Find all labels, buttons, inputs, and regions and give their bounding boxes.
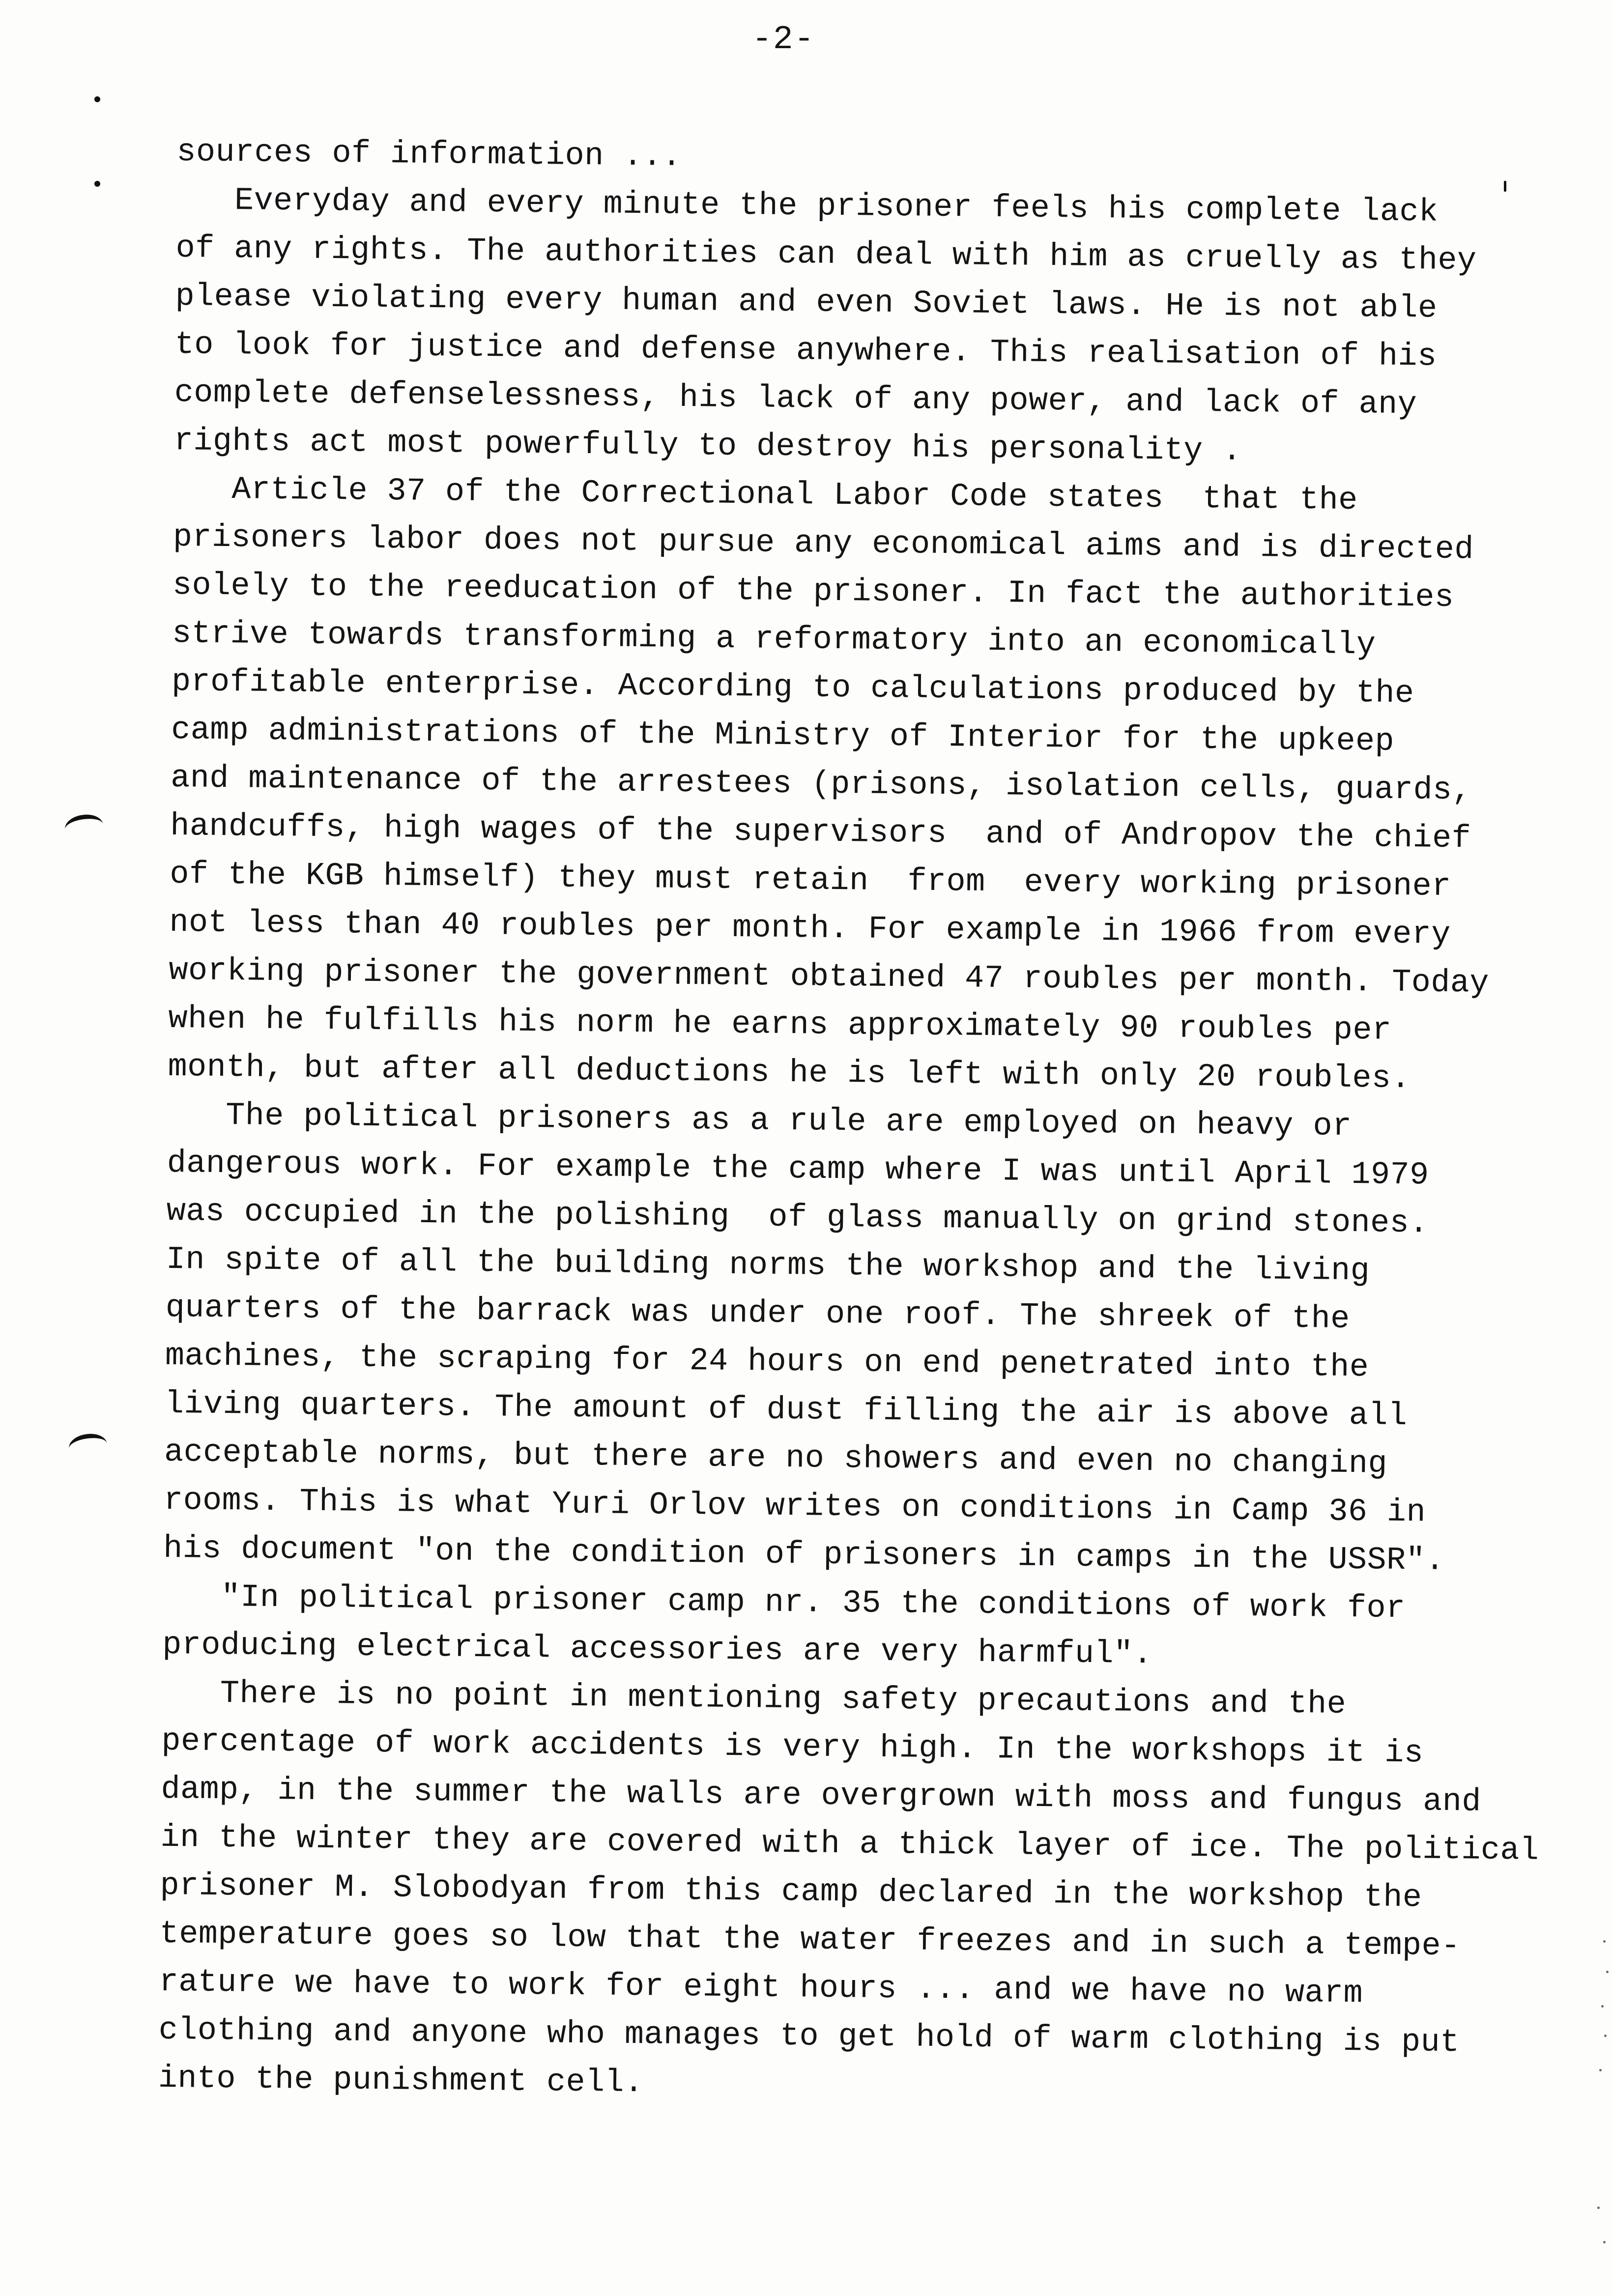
page-number: -2- <box>752 21 815 58</box>
text-line: producing electrical accessories are very harmful". <box>162 1626 1153 1673</box>
text-line: In spite of all the building norms the workshop and the living <box>166 1241 1370 1290</box>
text-line: handcuffs, high wages of the supervisors and of Andropov the chief <box>170 807 1471 857</box>
text-line: acceptable norms, but there are no showers and even no changing <box>164 1434 1388 1482</box>
text-line: when he fulfills his norm he earns approximately 90 roubles per <box>168 1000 1392 1049</box>
text-line: of any rights. The authorities can deal with him as cruelly as they <box>175 230 1477 279</box>
text-line: Everyday and every minute the prisoner feels his complete lack <box>176 181 1439 230</box>
text-line: quarters of the barrack was under one roof. The shreek of the <box>165 1289 1351 1338</box>
text-line: please violating every human and even Soviet laws. He is not able <box>175 278 1438 327</box>
text-line: prisoner M. Slobodyan from this camp declared in the workshop the <box>160 1867 1422 1916</box>
typewritten-body <box>158 128 1592 2116</box>
text-line: temperature goes so low that the water freezes and in such a tempe- <box>159 1915 1461 1965</box>
text-line: into the punishment cell. <box>158 2060 644 2101</box>
text-line: sources of information ... <box>176 133 682 175</box>
punch-hole-mark <box>94 96 100 102</box>
text-line: rature we have to work for eight hours ... and we have no warm <box>159 1963 1363 2012</box>
text-line: working prisoner the government obtained 47 roubles per month. Today <box>169 952 1490 1002</box>
text-line: his document "on the condition of prisoners in camps in the USSR". <box>163 1530 1445 1579</box>
text-line: percentage of work accidents is very high. In the workshops it is <box>161 1722 1424 1772</box>
text-line: complete defenselessness, his lack of any power, and lack of any <box>174 374 1417 423</box>
text-line: of the KGB himself) they must retain from every working prisoner <box>170 856 1452 905</box>
binder-clip-mark <box>63 812 105 841</box>
text-line: rooms. This is what Yuri Orlov writes on conditions in Camp 36 in <box>163 1482 1426 1531</box>
binder-clip-mark <box>67 1432 109 1461</box>
scan-speck <box>1603 1940 1606 1943</box>
text-line: was occupied in the polishing of glass manually on grind stones. <box>166 1193 1429 1242</box>
scan-speck <box>1601 2005 1604 2008</box>
scan-speck <box>1597 2207 1600 2209</box>
text-line: not less than 40 roubles per month. For example in 1966 from every <box>169 904 1451 953</box>
text-line: machines, the scraping for 24 hours on end penetrated into the <box>165 1337 1369 1386</box>
scan-speck <box>1603 2241 1606 2243</box>
text-line: damp, in the summer the walls are overgrown with moss and fungus and <box>161 1771 1482 1820</box>
scan-speck <box>1599 2069 1602 2071</box>
text-line: in the winter they are covered with a thick layer of ice. The political <box>160 1819 1539 1869</box>
text-line: month, but after all deductions he is left with only 20 roubles. <box>168 1048 1411 1097</box>
text-line: "In political prisoner camp nr. 35 the conditions of work for <box>162 1578 1406 1627</box>
scan-speck <box>1606 1971 1609 1973</box>
text-line: dangerous work. For example the camp where I was until April 1979 <box>167 1145 1429 1194</box>
text-line: living quarters. The amount of dust filling the air is above all <box>164 1385 1408 1435</box>
scan-speck <box>1604 2035 1607 2037</box>
text-line: camp administrations of the Ministry of Interior for the upkeep <box>171 711 1395 760</box>
text-line: clothing and anyone who manages to get hold of warm clothing is put <box>158 2011 1460 2061</box>
text-line: profitable enterprise. According to calculations produced by the <box>171 663 1414 712</box>
text-line: prisoners labor does not pursue any economical aims and is directed <box>173 518 1474 568</box>
text-line: rights act most powerfully to destroy his personality . <box>173 422 1242 469</box>
text-line: Article 37 of the Correctional Labor Code states that the <box>173 470 1358 519</box>
punch-hole-mark <box>94 181 100 187</box>
text-line: strive towards transforming a reformatory into an economically <box>172 615 1376 663</box>
text-line: to look for justice and defense anywhere. This realisation of his <box>174 326 1437 375</box>
text-line: solely to the reeducation of the prisoner. In fact the authorities <box>172 567 1454 616</box>
text-line: There is no point in mentioning safety precautions and the <box>162 1674 1347 1722</box>
text-line: and maintenance of the arrestees (prisons, isolation cells, guards, <box>170 759 1472 809</box>
text-line: The political prisoners as a rule are employed on heavy or <box>167 1096 1352 1145</box>
